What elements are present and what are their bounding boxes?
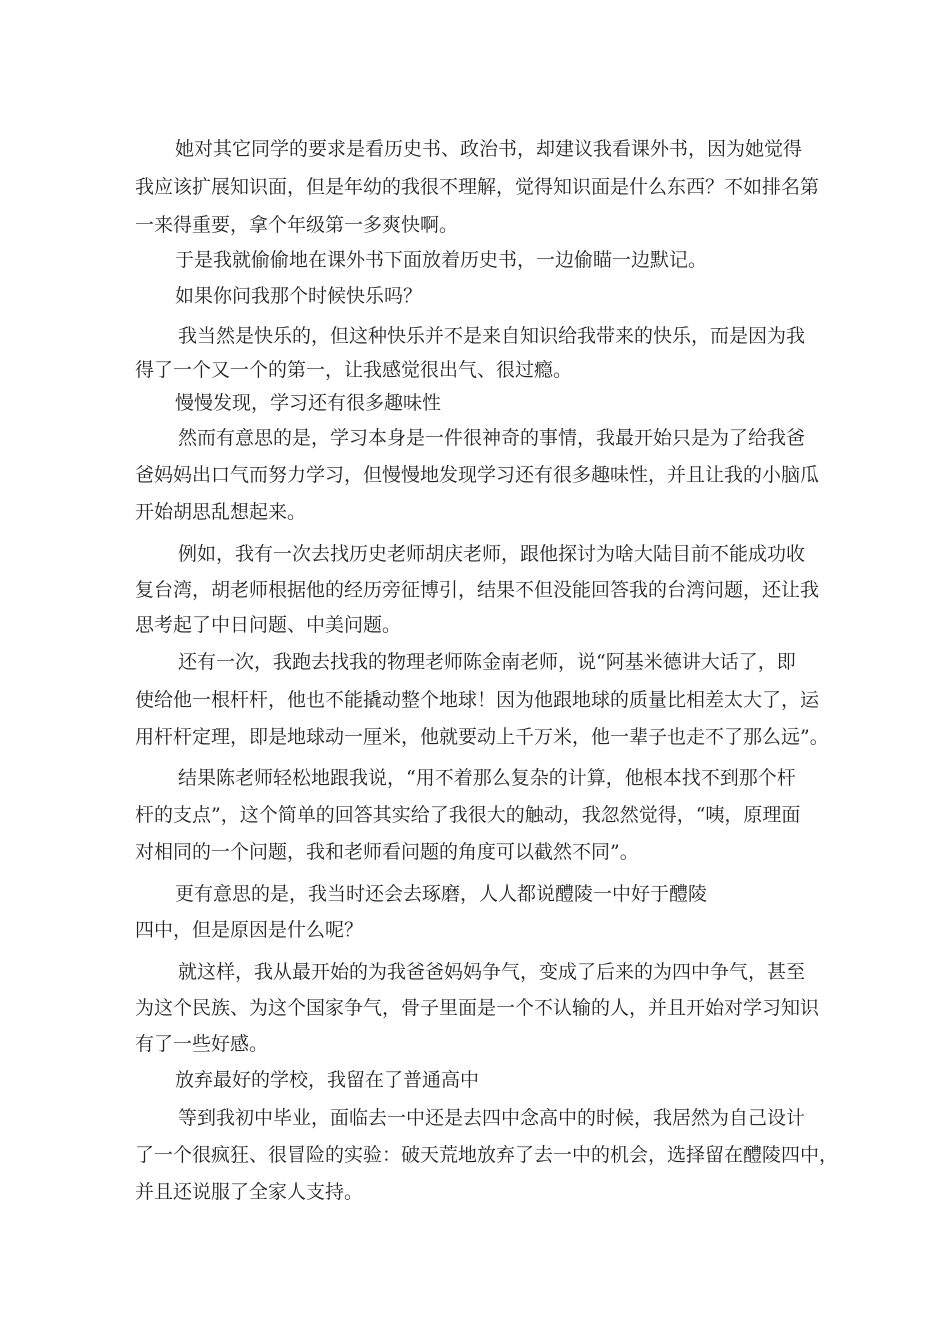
paragraph [175,876,707,912]
text-line: 我当然是快乐的，但这种快乐并不是来自知识给我带来的快乐，而是因为我 [178,325,806,347]
text-line: 开始胡思乱想起来。 [135,501,307,523]
text-line: 然而有意思的是，学习本身是一件很神奇的事情，我最开始只是为了给我爸 [178,427,806,449]
paragraph [175,130,802,168]
paragraph [178,318,805,354]
text-line: 复台湾，胡老师根据他的经历旁征博引，结果不但没能回答我的台湾问题，还让我 [135,579,820,601]
text-line: 于是我就偷偷地在课外书下面放着历史书，一边偷瞄一边默记。 [175,249,708,271]
text-line: 四中，但是原因是什么呢？ [135,919,364,941]
text-line: 放弃最好的学校，我留在了普通高中 [175,1069,480,1091]
text-line: 我应该扩展知识面，但是年幼的我很不理解，觉得知识面是什么东西？不如排名第 [135,176,820,198]
text-line: 一来得重要，拿个年级第一多爽快啊。 [135,214,459,236]
paragraph [178,420,805,457]
paragraph [135,168,819,244]
paragraph [135,457,819,531]
text-line: 用杆杆定理，即是地球动一厘米，他就要动上千万米，他一辈子也走不了那么远”。 [135,726,829,748]
text-line: 得了一个又一个的第一，让我感觉很出气、很过瘾。 [135,359,573,381]
paragraph [175,242,707,278]
paragraph [178,644,796,681]
paragraph [175,278,422,314]
text-line: 有了一些好感。 [135,1033,269,1055]
text-line: 她对其它同学的要求是看历史书、政治书，却建议我看课外书，因为她觉得 [175,138,803,160]
paragraph [135,607,401,643]
text-line: 如果你问我那个时候快乐吗？ [175,285,423,307]
paragraph [178,954,805,990]
text-line: 并且还说服了全家人支持。 [135,1181,364,1203]
paragraph [178,760,796,797]
paragraph [135,352,572,388]
paragraph [178,536,805,572]
text-line: 了一个很疯狂、很冒险的实验：破天荒地放弃了去一中的机会，选择留在醴陵四中， [135,1144,839,1166]
text-line: 为这个民族、为这个国家争气，骨子里面是一个不认输的人，并且开始对学习知识 [135,997,820,1019]
paragraph [135,682,829,756]
text-line: 慢慢发现，学习还有很多趣味性 [175,392,442,414]
text-line: 还有一次，我跑去找我的物理老师陈金南老师，说“阿基米德讲大话了，即 [178,651,796,673]
text-line: 思考起了中日问题、中美问题。 [135,614,402,636]
paragraph [135,990,819,1062]
text-line: 使给他一根杆杆，他也不能撬动整个地球！因为他跟地球的质量比相差太大了，运 [135,689,820,711]
section-heading [175,385,441,421]
text-line: 就这样，我从最开始的为我爸爸妈妈争气，变成了后来的为四中争气，甚至 [178,961,806,983]
text-line: 杆的支点”，这个简单的回答其实给了我很大的触动，我忽然觉得，“咦，原理面 [135,804,801,826]
paragraph [135,797,800,871]
text-line: 结果陈老师轻松地跟我说，“用不着那么复杂的计算，他根本找不到那个杆 [178,767,796,789]
text-line: 例如，我有一次去找历史老师胡庆老师，跟他探讨为啥大陆目前不能成功收 [178,543,806,565]
section-heading [175,1062,479,1098]
paragraph [135,572,819,608]
paragraph [178,1100,805,1137]
paragraph [135,912,363,948]
text-line: 等到我初中毕业，面临去一中还是去四中念高中的时候，我居然为自己设计 [178,1107,806,1129]
text-line: 更有意思的是，我当时还会去琢磨，人人都说醴陵一中好于醴陵 [175,883,708,905]
text-line: 对相同的一个问题，我和老师看问题的角度可以截然不同”。 [135,841,639,863]
paragraph [135,1137,838,1211]
text-line: 爸妈妈出口气而努力学习，但慢慢地发现学习还有很多趣味性，并且让我的小脑瓜 [135,464,820,486]
